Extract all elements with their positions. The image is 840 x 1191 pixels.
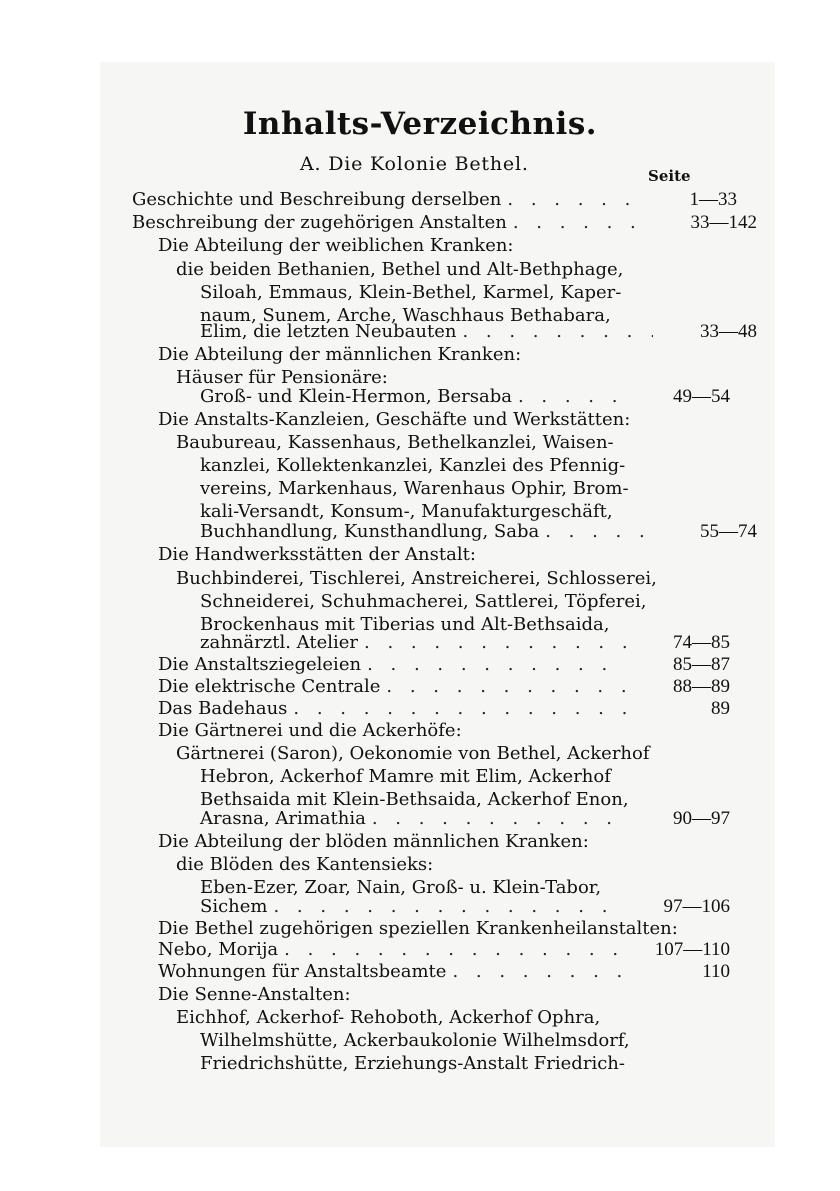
toc-entry: Beschreibung der zugehörigen Anstalten . . . 33—142 [132,211,757,235]
toc-line: Brockenhaus mit Tiberias und Alt-Bethsaida, [200,614,610,635]
toc-line: Häuser für Pensionäre: [176,367,388,388]
toc-entry: Elim, die letzten Neubauten . . . 33—48 [200,320,757,344]
toc-line: Friedrichshütte, Erziehungs-Anstalt Friedrich- [200,1053,625,1074]
toc-heading: Die Gärtnerei und die Ackerhöfe: [158,720,462,741]
toc-line: Hebron, Ackerhof Mamre mit Elim, Ackerhof [200,766,611,787]
toc-line: Siloah, Emmaus, Klein-Bethel, Karmel, Kaper- [200,282,622,303]
toc-line: die beiden Bethanien, Bethel und Alt-Bethphage, [176,259,624,280]
toc-heading: Die Bethel zugehörigen speziellen Krankenheilanstalten: [158,918,678,939]
toc-line: Eichhof, Ackerhof- Rehoboth, Ackerhof Ophra, [176,1007,601,1028]
toc-entry: Das Badehaus . . . 89 [158,697,730,721]
toc-entry: Buchhandlung, Kunsthandlung, Saba . . . 55—74 [200,520,757,544]
toc-entry: Groß- und Klein-Hermon, Bersaba . . . 49—54 [200,385,730,409]
toc-entry: Wohnungen für Anstaltsbeamte . . . 110 [158,960,730,984]
toc-heading: Die Anstalts-Kanzleien, Geschäfte und Werkstätten: [158,409,631,430]
toc-heading: Die Senne-Anstalten: [158,984,351,1005]
toc-heading: Die Handwerksstätten der Anstalt: [158,544,476,565]
toc-entry: Arasna, Arimathia . . . 90—97 [200,807,730,831]
toc-line: die Blöden des Kantensieks: [176,854,434,875]
toc-heading: Die Abteilung der weiblichen Kranken: [158,235,514,256]
toc-entry: zahnärztl. Atelier . . . 74—85 [200,631,730,655]
toc-line: Gärtnerei (Saron), Oekonomie von Bethel, Ackerhof [176,743,650,764]
toc-heading: Die Abteilung der blöden männlichen Kranken: [158,831,589,852]
toc-line: kanzlei, Kollektenkanzlei, Kanzlei des Pfennig- [200,455,626,476]
section-heading: A. Die Kolonie Bethel. [300,153,529,175]
toc-heading: Die Abteilung der männlichen Kranken: [158,344,522,365]
toc-line: Eben-Ezer, Zoar, Nain, Groß- u. Klein-Tabor, [200,877,602,898]
toc-line: naum, Sunem, Arche, Waschhaus Bethabara, [200,305,611,326]
toc-entry: Die Anstaltsziegeleien . . . 85—87 [158,653,730,677]
toc-line: Bethsaida mit Klein-Bethsaida, Ackerhof Enon, [200,789,629,810]
toc-entry: Sichem . . . 97—106 [200,895,730,919]
toc-line: Schneiderei, Schuhmacherei, Sattlerei, Töpferei, [200,591,647,612]
toc-line: Wilhelmshütte, Ackerbaukolonie Wilhelmsdorf, [200,1030,630,1051]
page-title: Inhalts-Verzeichnis. [242,106,598,142]
toc-line: Baubureau, Kassenhaus, Bethelkanzlei, Waisen- [176,432,614,453]
toc-line: kali-Versandt, Konsum-, Manufakturgeschäft, [200,501,613,522]
toc-line: Buchbinderei, Tischlerei, Anstreicherei, Schlosserei, [176,568,657,589]
toc-entry: Nebo, Morija . . . 107—110 [158,938,730,962]
page-column-label: Seite [648,167,691,185]
toc-line: vereins, Markenhaus, Warenhaus Ophir, Brom- [200,478,629,499]
toc-entry: Geschichte und Beschreibung derselben . . . 1—33 [132,188,737,212]
toc-entry: Die elektrische Centrale . . . 88—89 [158,675,730,699]
